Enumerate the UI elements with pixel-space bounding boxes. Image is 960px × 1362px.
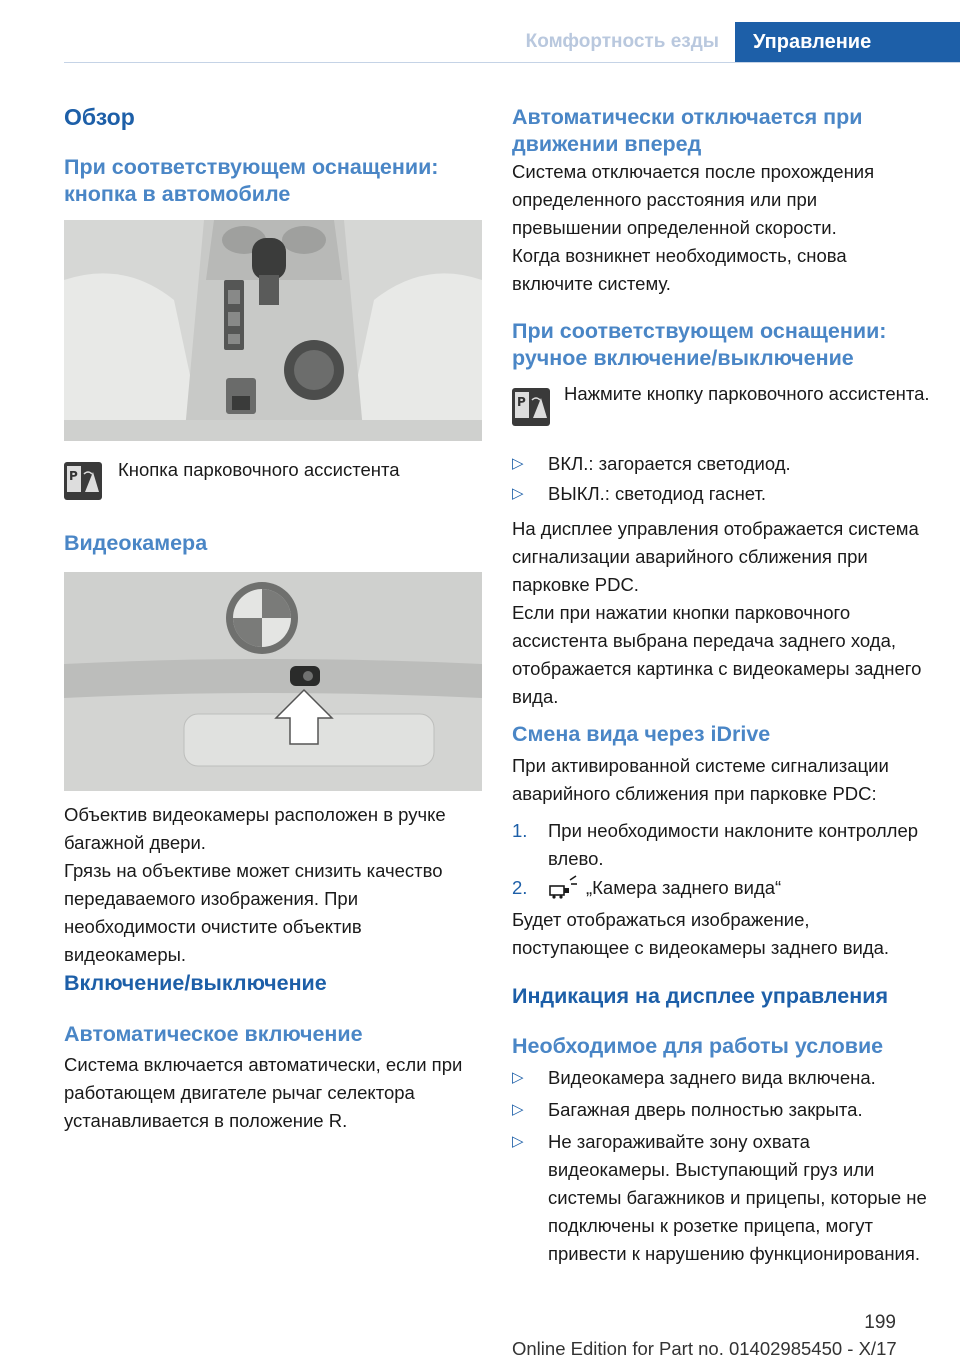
list-item: ▷ Не загораживайте зону охвата видеокамеры. Выступающий груз или системы багажников и прицепы, которые не подключены к розетке прицепа, могут привести к нарушению функционирования. <box>512 1128 930 1268</box>
auto-on-paragraph: Система включается автоматически, если при работающем двигателе рычаг селектора устанавливается в положение R. <box>64 1054 463 1131</box>
heading-overview: Обзор <box>64 104 135 130</box>
idrive-result: Будет отображаться изображение, поступающее с видеокамеры заднего вида. <box>512 909 890 958</box>
auto-off-paragraph-2: Когда возникнет необходимость, снова включите систему. <box>512 245 847 294</box>
manual-instruction: Нажмите кнопку парковочного ассистента. <box>564 383 930 404</box>
bullet-marker: ▷ <box>512 1069 524 1086</box>
tailgate-photo <box>64 572 482 791</box>
manual-paragraph-2: Если при нажатии кнопки парковочного ассистента выбрана передача заднего хода, отображается картинка с видеокамеры заднего вида. <box>512 602 922 707</box>
svg-text:P: P <box>69 469 78 483</box>
camera-paragraph-2: Грязь на объективе может снизить качество передаваемого изображения. При необходимости очистите объектив видеокамеры. <box>64 860 443 965</box>
heading-auto-off: Автоматически отключается при движении вперед <box>512 105 863 156</box>
header-section-title: Комфортность езды <box>525 31 719 52</box>
rear-camera-icon <box>548 874 580 902</box>
list-item: ▷ Багажная дверь полностью закрыта. <box>512 1096 930 1124</box>
heading-auto-on: Автоматическое включение <box>64 1022 363 1046</box>
list-item: ▷ ВКЛ.: загорается светодиод. <box>512 450 930 478</box>
heading-camera: Видеокамера <box>64 531 208 555</box>
console-photo <box>64 220 482 441</box>
bullet-marker: ▷ <box>512 1133 524 1150</box>
heading-idrive: Смена вида через iDrive <box>512 722 771 746</box>
edition-note: Online Edition for Part no. 01402985450 - X/17 <box>512 1338 897 1359</box>
bullet-marker: ▷ <box>512 1101 524 1118</box>
heading-display: Индикация на дисплее управления <box>512 984 889 1008</box>
header-rule <box>64 62 960 63</box>
tailgate-illustration <box>64 572 482 791</box>
heading-equipment-button: При соответствующем оснащении: кнопка в автомобиле <box>64 155 439 206</box>
list-item: ▷ Видеокамера заднего вида включена. <box>512 1064 930 1092</box>
heading-onoff: Включение/выключение <box>64 971 327 995</box>
parking-assist-icon-2 <box>512 388 550 426</box>
auto-off-paragraph-1: Система отключается после прохождения определенного расстояния или при превышении определенной скорости. <box>512 161 875 238</box>
button-caption: Кнопка парковочного ассистента <box>118 459 400 480</box>
idrive-paragraph: При активированной системе сигнализации аварийного сближения при парковке PDC: <box>512 755 889 804</box>
bullet-marker: ▷ <box>512 455 524 472</box>
list-item: ▷ ВЫКЛ.: светодиод гаснет. <box>512 480 930 508</box>
console-illustration <box>64 220 482 441</box>
page-number: 199 <box>864 1312 896 1333</box>
manual-paragraph-1: На дисплее управления отображается система сигнализации аварийного сближения при парковке PDC. <box>512 518 919 595</box>
camera-paragraph-1: Объектив видеокамеры расположен в ручке багажной двери. <box>64 804 446 853</box>
heading-manual: При соответствующем оснащении: ручное включение/выключение <box>512 319 887 370</box>
parking-assist-icon <box>64 462 102 500</box>
list-item: 1. При необходимости наклоните контроллер влево. <box>512 820 919 869</box>
heading-condition: Необходимое для работы условие <box>512 1034 884 1058</box>
svg-text:P: P <box>517 395 526 409</box>
list-item: 2. „Камера заднего вида“ <box>512 874 930 902</box>
header-chapter-tab: Управление <box>735 22 960 62</box>
bullet-marker: ▷ <box>512 485 524 502</box>
